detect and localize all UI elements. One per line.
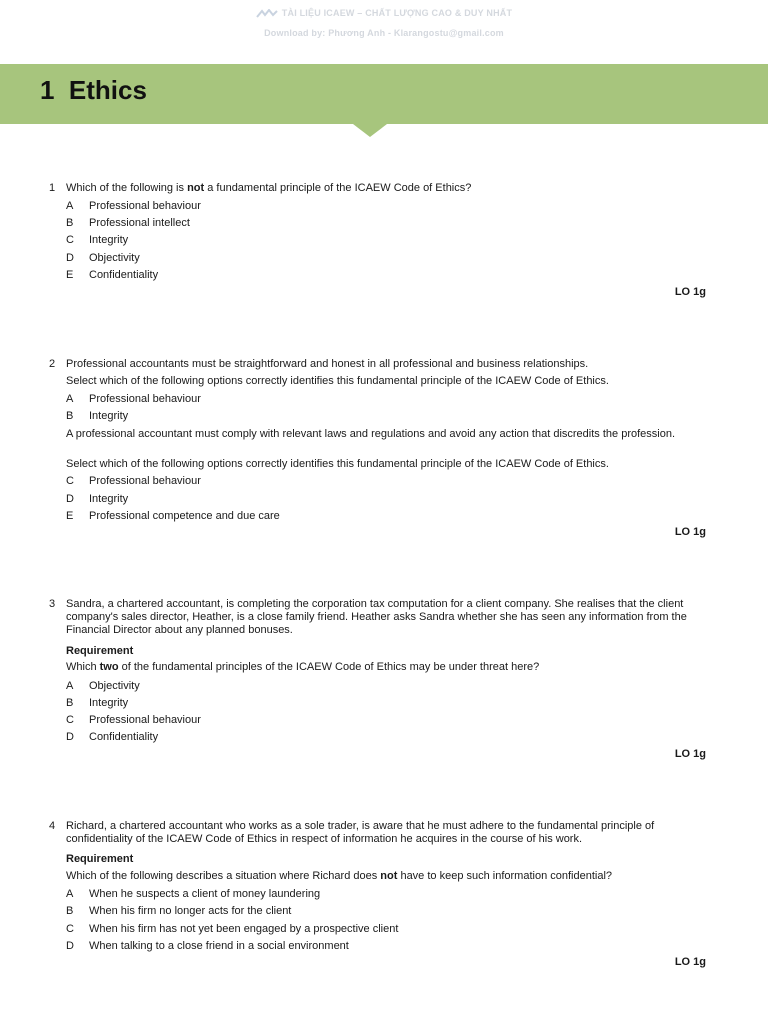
question-number: 2 <box>49 358 56 370</box>
learning-outcome: LO 1g <box>674 956 706 968</box>
chapter-banner <box>0 64 768 124</box>
chapter-number: 1 <box>40 75 55 105</box>
question-scenario: Sandra, a chartered accountant, is completing the corporation tax computation for a client company. She realises that the client company's sales director, Heather, is a close family friend. Heather asks Sandra whether she has seen any information from the Financial Director about any planned bonuses. <box>66 598 687 636</box>
requirement-heading: Requirement <box>66 645 134 657</box>
learning-outcome: LO 1g <box>674 526 706 538</box>
watermark-line-1 <box>0 8 768 18</box>
question-instruction-1: Select which of the following options correctly identifies this fundamental principle of the ICAEW Code of Ethics. <box>66 375 609 387</box>
question-stem: Which of the following is not a fundamental principle of the ICAEW Code of Ethics? <box>66 182 472 194</box>
question-number: 3 <box>49 598 56 610</box>
question-statement-1: Professional accountants must be straightforward and honest in all professional and business relationships. <box>66 358 589 370</box>
question-number: 1 <box>49 182 56 194</box>
question-scenario: Richard, a chartered accountant who works as a sole trader, is aware that he must adhere to the fundamental principle of confidentiality of the ICAEW Code of Ethics in respect of information he acquires in the course of his work. <box>66 820 655 845</box>
chapter-name: Ethics <box>68 75 147 105</box>
question-statement-2: A professional accountant must comply with relevant laws and regulations and avoid any action that discredits the profession. <box>66 428 676 440</box>
banner-pointer <box>353 124 387 137</box>
learning-outcome: LO 1g <box>674 748 706 760</box>
learning-outcome: LO 1g <box>674 286 706 298</box>
wave-logo-icon <box>256 9 278 18</box>
question-stem: Which two of the fundamental principles of the ICAEW Code of Ethics may be under threat here? <box>66 661 540 673</box>
question-stem: Which of the following describes a situation where Richard does not have to keep such information confidential? <box>66 870 613 882</box>
question-instruction-2: Select which of the following options correctly identifies this fundamental principle of the ICAEW Code of Ethics. <box>66 458 609 470</box>
requirement-heading: Requirement <box>66 853 134 865</box>
question-number: 4 <box>49 820 56 832</box>
chapter-title <box>40 75 147 106</box>
watermark-line-2: Download by: Phương Anh - Klarangostu@gmail.com <box>264 28 504 38</box>
watermark-title: TÀI LIỆU ICAEW – CHẤT LƯỢNG CAO & DUY NHẤT <box>281 8 513 18</box>
